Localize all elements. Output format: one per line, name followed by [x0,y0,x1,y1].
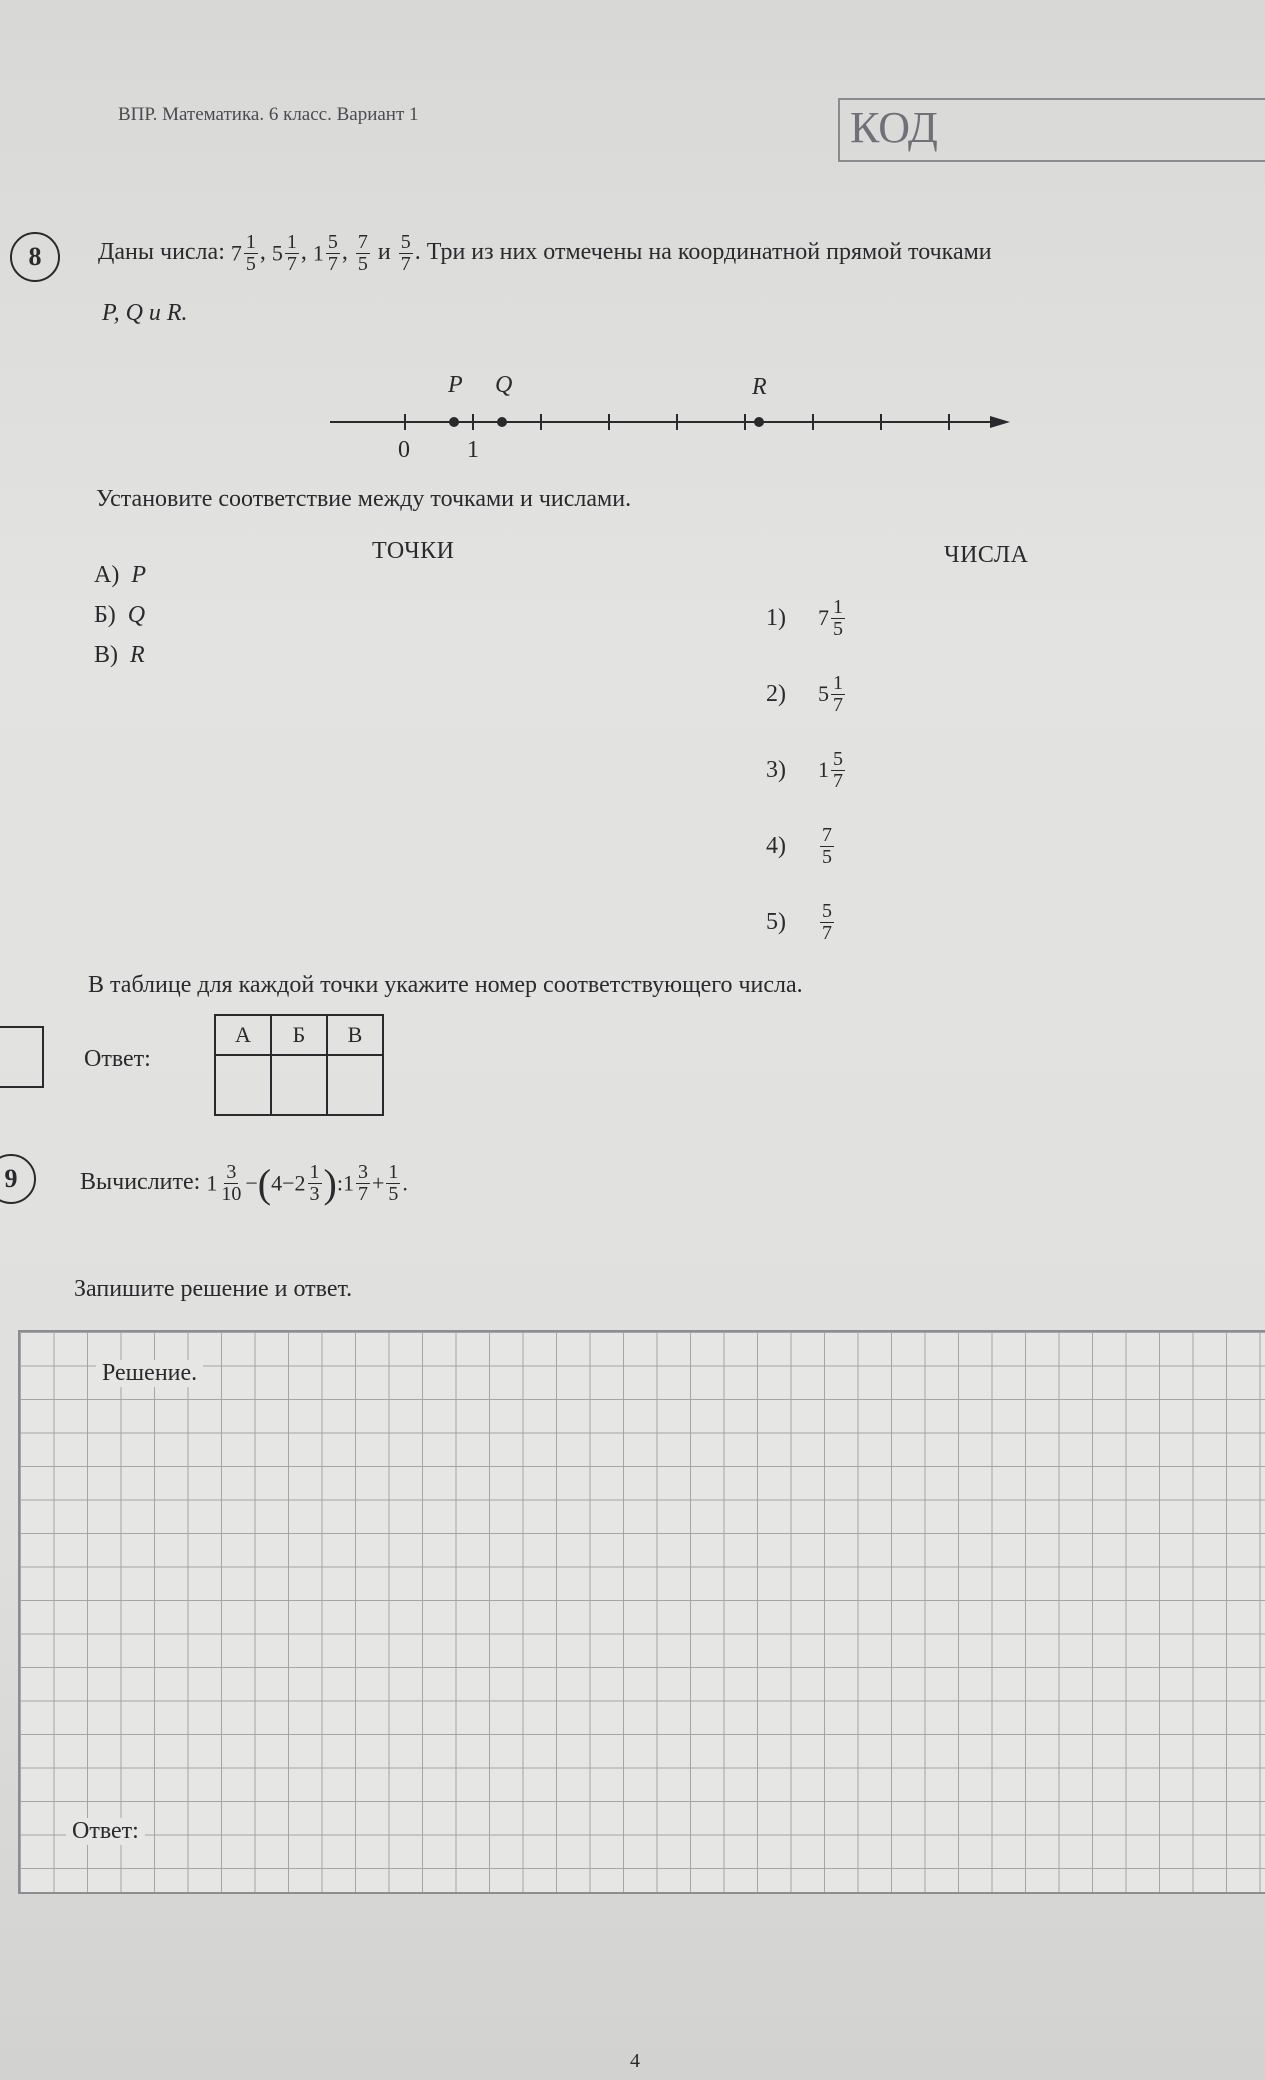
given-number-4: $\frac{7}{5}$ [357,231,368,275]
points-line: P, Q и R. [102,300,188,326]
point-item-a: А) P [94,562,146,588]
point-q [497,417,507,427]
number-line [320,362,1020,472]
page-header: ВПР. Математика. 6 класс. Вариант 1 [118,104,419,125]
task-9-expression: Вычислите: 1 $\frac{3}{10}$ −(4−2 $\frac{1}{3}$ ):1 $\frac{3}{7}$ + $\frac{1}{5}$ . [80,1161,408,1206]
label-p: P [448,372,463,398]
solution-grid[interactable] [18,1330,1265,1894]
task-9-number: 9 [0,1154,36,1204]
table-instruction: В таблице для каждой точки укажите номер соответствующего числа. [88,972,803,998]
answer-col-a: А [215,1015,271,1055]
page-number: 4 [630,2050,640,2072]
given-number-1: 7 $\frac{1}{5}$ [230,231,256,275]
answer-cell-b[interactable] [271,1055,327,1115]
option-1: 1) 7 $\frac{1}{5}$ [766,595,843,640]
task-8-answer-label: Ответ: [84,1046,151,1072]
answer-col-c: В [327,1015,383,1055]
answer-table [214,1014,384,1116]
label-q: Q [495,372,513,398]
and-word: и [377,239,391,266]
task-8-intro: Даны числа: [98,239,225,266]
point-r [754,417,764,427]
task-8-number: 8 [10,232,60,282]
solution-label: Решение. [96,1360,203,1387]
match-instruction: Установите соответствие между точками и числами. [96,486,632,512]
label-r: R [752,374,767,400]
answer-cell-a[interactable] [215,1055,271,1115]
points-header: ТОЧКИ [372,538,455,564]
task-9-answer-label: Ответ: [66,1818,145,1845]
tick-label-0: 0 [398,437,410,463]
option-3: 3) 1 $\frac{5}{7}$ [766,747,843,792]
task-8-intro-tail: . Три из них отмечены на координатной прямой точками [414,239,992,266]
task-8-statement: Даны числа: 7 $\frac{1}{5}$ , 5 $\frac{1}{7}$ , 1 $\frac{5}{7}$ , $\frac{7}{5}$ и $\frac{5}{7}$ . Три из них отмечены на координатной прямой точками [98,231,992,275]
numbers-header: ЧИСЛА [944,542,1029,568]
given-number-3: 1 $\frac{5}{7}$ [312,231,338,275]
point-p [449,417,459,427]
points-list [94,562,146,682]
answer-table-inputs [215,1055,383,1115]
answer-table-header [215,1015,383,1055]
point-item-c: В) R [94,642,145,668]
tick-label-1: 1 [467,437,479,463]
option-2: 2) 5 $\frac{1}{7}$ [766,671,843,716]
answer-cell-c[interactable] [327,1055,383,1115]
given-number-2: 5 $\frac{1}{7}$ [271,231,297,275]
option-4: 4) $\frac{7}{5}$ [766,823,832,868]
option-5: 5) $\frac{5}{7}$ [766,899,832,944]
score-box [0,1026,44,1088]
task-9-instruction: Запишите решение и ответ. [74,1276,353,1302]
task-9-label: Вычислите: [80,1169,201,1196]
point-item-b: Б) Q [94,602,146,628]
given-number-5: $\frac{5}{7}$ [400,231,411,275]
answer-col-b: Б [271,1015,327,1055]
number-line-arrow [990,416,1010,428]
numbers-list [766,580,847,960]
code-label: КОД [850,103,938,152]
code-box[interactable] [838,98,1265,162]
